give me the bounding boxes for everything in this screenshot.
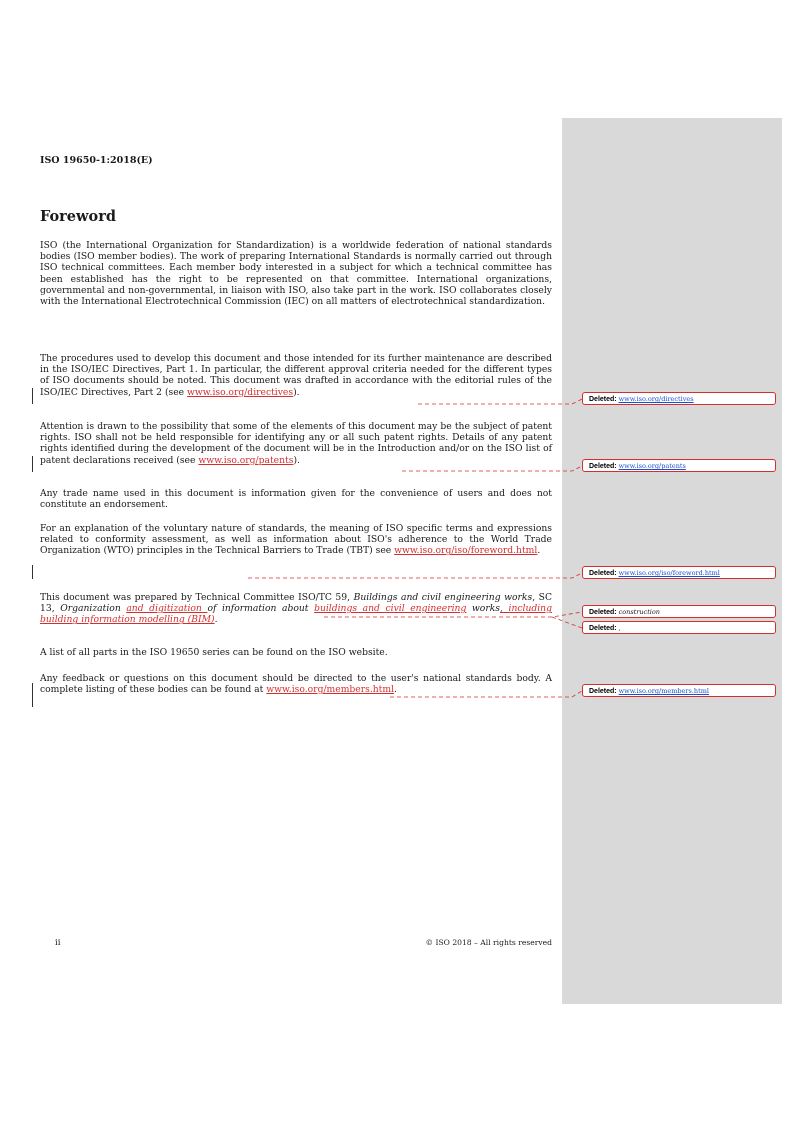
copyright: © ISO 2018 – All rights reserved — [425, 938, 552, 947]
inserted-text: , including building information modelling (BIM) — [40, 603, 552, 626]
foreword-link[interactable]: www.iso.org/iso/foreword.html — [394, 545, 538, 557]
change-bar — [32, 683, 33, 707]
deleted-link[interactable]: www.iso.org/members.html — [618, 687, 709, 695]
change-bar — [32, 565, 33, 579]
directives-link[interactable]: www.iso.org/directives — [187, 386, 294, 398]
paragraph: The procedures used to develop this document and those intended for its further maintenance are described in the ISO/IEC Directives, Part 1. In particular, the different approval criteria needed for the different types of ISO documents should be noted. This document was drafted in accordance with the editorial rules of the ISO/IEC Directives, Part 2 (see www.iso.org/directives). — [40, 353, 552, 398]
comment-balloon[interactable]: Deleted: www.iso.org/iso/foreword.html — [582, 566, 776, 579]
comment-balloon[interactable]: Deleted: www.iso.org/members.html — [582, 684, 776, 697]
paragraph: ISO (the International Organization for Standardization) is a worldwide federation of national standards bodies (ISO member bodies). The work of preparing International Standards is normally carried out through ISO technical committees. Each member body interested in a subject for which a technical committee has been established has the right to be represented on that committee. International organizations, governmental and non-governmental, in liaison with ISO, also take part in the work. ISO collaborates closely with the International Electrotechnical Commission (IEC) on all matters of electrotechnical standardization. — [40, 240, 552, 308]
inserted-text: and digitization — [126, 603, 208, 615]
comment-balloon[interactable]: Deleted: www.iso.org/patents — [582, 459, 776, 472]
section-heading: Foreword — [40, 208, 116, 225]
deleted-text: , — [618, 624, 621, 632]
deleted-link[interactable]: www.iso.org/patents — [618, 462, 686, 470]
paragraph: For an explanation of the voluntary nature of standards, the meaning of ISO specific terms and expressions related to conformity assessment, as well as information about ISO's adherence to the World Trade Organization (WTO) principles in the Technical Barriers to Trade (TBT) see www.iso.org/iso/foreword.html. — [40, 523, 552, 557]
paragraph: A list of all parts in the ISO 19650 series can be found on the ISO website. — [40, 647, 388, 658]
comment-balloon[interactable]: Deleted: www.iso.org/directives — [582, 392, 776, 405]
paragraph: Any trade name used in this document is information given for the convenience of users and does not constitute an endorsement. — [40, 488, 552, 511]
paragraph: Attention is drawn to the possibility that some of the elements of this document may be the subject of patent rights. ISO shall not be held responsible for identifying any or all such patent rights. Details of any patent rights identified during the development of the document will be in the Introduction and/or on the ISO list of patent declarations received (see www.iso.org/patents). — [40, 421, 552, 466]
paragraph: This document was prepared by Technical Committee ISO/TC 59, Buildings and civil engineering works, SC 13, Organization and digitization of information about buildings and civil engineering works, including building information modelling (BIM). — [40, 592, 552, 626]
inserted-text: buildings and civil engineering — [314, 603, 467, 615]
patents-link[interactable]: www.iso.org/patents — [198, 454, 294, 466]
deleted-link[interactable]: www.iso.org/directives — [618, 395, 694, 403]
deleted-text: construction — [618, 608, 660, 616]
paragraph: Any feedback or questions on this document should be directed to the user's national standards body. A complete listing of these bodies can be found at www.iso.org/members.html. — [40, 673, 552, 696]
markup-pane — [562, 118, 782, 1004]
document-id: ISO 19650-1:2018(E) — [40, 155, 153, 166]
comment-balloon[interactable]: Deleted: , — [582, 621, 776, 634]
page-number: ii — [55, 938, 61, 948]
change-bar — [32, 388, 33, 404]
deleted-link[interactable]: www.iso.org/iso/foreword.html — [618, 569, 720, 577]
members-link[interactable]: www.iso.org/members.html — [266, 684, 395, 696]
comment-balloon[interactable]: Deleted: construction — [582, 605, 776, 618]
change-bar — [32, 456, 33, 472]
